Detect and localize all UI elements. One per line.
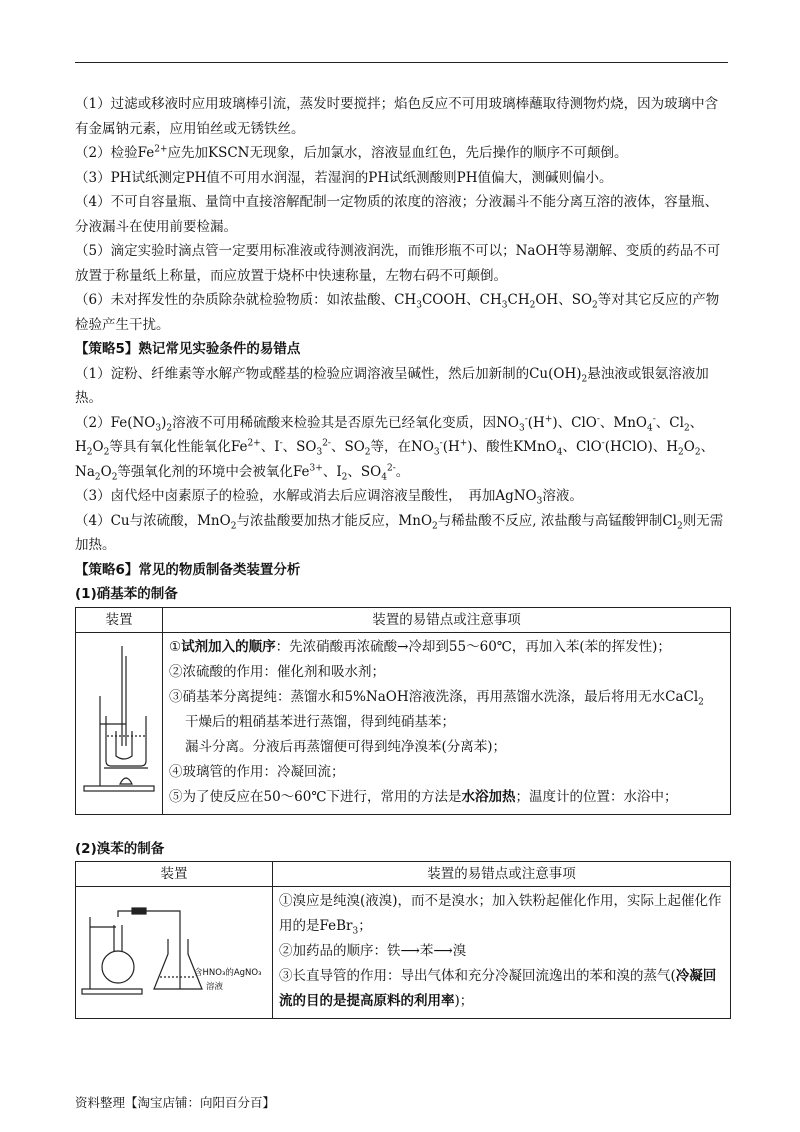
item-3: （3）PH试纸测定PH值不可用水润湿，若湿润的PH试纸测酸则PH值偏大，测碱则偏小。 xyxy=(75,169,613,186)
table-row xyxy=(76,887,731,1019)
stand-base xyxy=(84,786,154,791)
nitrobenzene-table xyxy=(75,607,731,815)
solution-label: 含HNO₃的AgNO₃ xyxy=(194,967,262,978)
nitrobenzene-title: (1)硝基苯的制备 xyxy=(75,586,178,602)
long-tube xyxy=(118,911,180,989)
s5-item-3: （3）卤代烃中卤素原子的检验，水解或消去后应调溶液呈酸性， 再加AgNO$_3$溶液。 xyxy=(75,488,583,507)
item-1: （1）过滤或移液时应用玻璃棒引流，蒸发时要搅拌；焰色反应不可用玻璃棒蘸取待测物灼烧，因为玻璃中含有金属钠元素，应用铂丝或无锈铁丝。 xyxy=(75,96,719,137)
s5-item-4: （4）Cu与浓硫酸，MnO$_2$与浓盐酸要加热才能反应，MnO$_2$与稀盐酸不反应, 浓盐酸与高锰酸钾制$Cl_2$则无需加热。 xyxy=(75,512,724,553)
arrow-icon: ⟶ xyxy=(433,943,453,959)
note-3-cont: 干燥后的粗硝基苯进行蒸馏，得到纯硝基苯； xyxy=(185,713,455,730)
note-2: ②加药品的顺序：铁⟶苯⟶溴 xyxy=(279,943,467,959)
note-4: ④玻璃管的作用：冷凝回流； xyxy=(169,763,345,780)
header-rule xyxy=(75,62,728,63)
item-4: （4）不可自容量瓶、量筒中直接溶解配制一定物质的浓度的溶液；分液漏斗不能分离互溶的液体，容量瓶、分液漏斗在使用前要检漏。 xyxy=(75,194,719,235)
bromobenzene-title: (2)溴苯的制备 xyxy=(75,840,165,857)
note-5: ⑤为了使反应在50～60℃下进行，常用的方法是水浴加热；温度计的位置：水浴中； xyxy=(169,788,678,805)
solution-label-2: 溶液 xyxy=(206,981,224,992)
alcohol-lamp-flame xyxy=(120,778,132,784)
note-3: ③长直导管的作用：导出气体和充分冷凝回流逸出的苯和溴的蒸气(冷凝回流的目的是提高原料的利用率)； xyxy=(279,968,717,1009)
header-notes: 装置的易错点或注意事项 xyxy=(273,862,731,887)
item-5: （5）滴定实验时滴点管一定要用标准液或待测液润洗，而锥形瓶不可以；NaOH等易潮解、变质的药品不可放置于称量纸上称量，而应放置于烧杯中快速称量，左物右码不可颠倒。 xyxy=(75,243,721,284)
footer-source: 资料整理【淘宝店铺：向阳百分百】 xyxy=(75,1095,276,1110)
tube-connector xyxy=(132,908,146,914)
bromobenzene-table xyxy=(75,861,731,1019)
note-2: ②浓硫酸的作用：催化剂和吸水剂； xyxy=(169,663,385,680)
header-device: 装置 xyxy=(76,607,163,632)
header-device: 装置 xyxy=(76,862,273,887)
test-tube xyxy=(116,731,132,759)
nitrobenzene-apparatus-figure xyxy=(76,636,162,806)
s5-item-1: （1）淀粉、纤维素等水解产物或醛基的检验应调溶液呈碱性，然后加新制的$Cu(OH)_2$悬浊液或银氨溶液加热。 xyxy=(75,365,709,406)
bromobenzene-apparatus-figure xyxy=(76,899,272,1003)
note-3: ③硝基苯分离提纯：蒸馏水和5%NaOH溶液洗涤，再用蒸馏水洗涤，最后将用无水CaCl$_2$ xyxy=(169,688,704,708)
item-2: （2）检验$Fe^{2+}$应先加KSCN无现象，后加氯水，溶液显血红色，先后操作的顺序不可颠倒。 xyxy=(75,144,628,161)
page-content xyxy=(75,92,731,1019)
nitrobenzene-notes-cell xyxy=(163,632,731,814)
header-notes: 装置的易错点或注意事项 xyxy=(163,607,731,632)
table-header-row xyxy=(76,862,731,887)
round-bottom-flask xyxy=(102,951,134,983)
arrow-icon: ⟶ xyxy=(400,943,420,959)
note-1: ①试剂加入的顺序：先浓硝酸再浓硫酸→冷却到55～60℃，再加入苯(苯的挥发性)； xyxy=(169,638,671,655)
bromobenzene-notes-cell xyxy=(273,887,731,1019)
item-6: （6）未对挥发性的杂质除杂就检验物质：如浓盐酸、$CH_3COOH$、$CH_3CH_2OH$、$SO_2$等对其它反应的产物检验产生干扰。 xyxy=(75,292,720,333)
strategy-5-title: 【策略5】熟记常见实验条件的易错点 xyxy=(75,341,301,357)
nitrobenzene-apparatus-cell xyxy=(76,632,163,814)
s5-item-2: $(2)Fe(NO_3)_2$溶液不可用稀硫酸来检验其是否原先已经氧化变质，因$NO_3^-(H^+)$、ClO-、MnO$_4$-、$Cl_2$、$H_2O_2$等具有氧化性能氧化$Fe^{2+}$、I-、$SO_3^{2-}$、$SO_2$等，在$NO_3^-(H^+)$、酸性KMnO$_4$、ClO-(HClO)、$H_2O_2$、$Na_2O_2$等强氧化剂的环境中会被氧化$Fe^{3+}$、$I_2$、$SO_4^{2-}$。 xyxy=(75,414,715,483)
note-1: ①溴应是纯溴(液溴)，而不是溴水；加入铁粉起催化作用，实际上起催化作用的是FeBr$_3$； xyxy=(279,893,722,937)
stand-base xyxy=(82,989,142,994)
note-3-cont-2: 漏斗分离。分液后再蒸馏便可得到纯净溴苯(分离苯)； xyxy=(185,738,507,755)
strategy-6-title: 【策略6】常见的物质制备类装置分析 xyxy=(75,561,301,578)
conical-flask xyxy=(154,939,202,989)
table-header-row xyxy=(76,607,731,632)
bromobenzene-apparatus-cell xyxy=(76,887,273,1019)
table-row xyxy=(76,632,731,814)
